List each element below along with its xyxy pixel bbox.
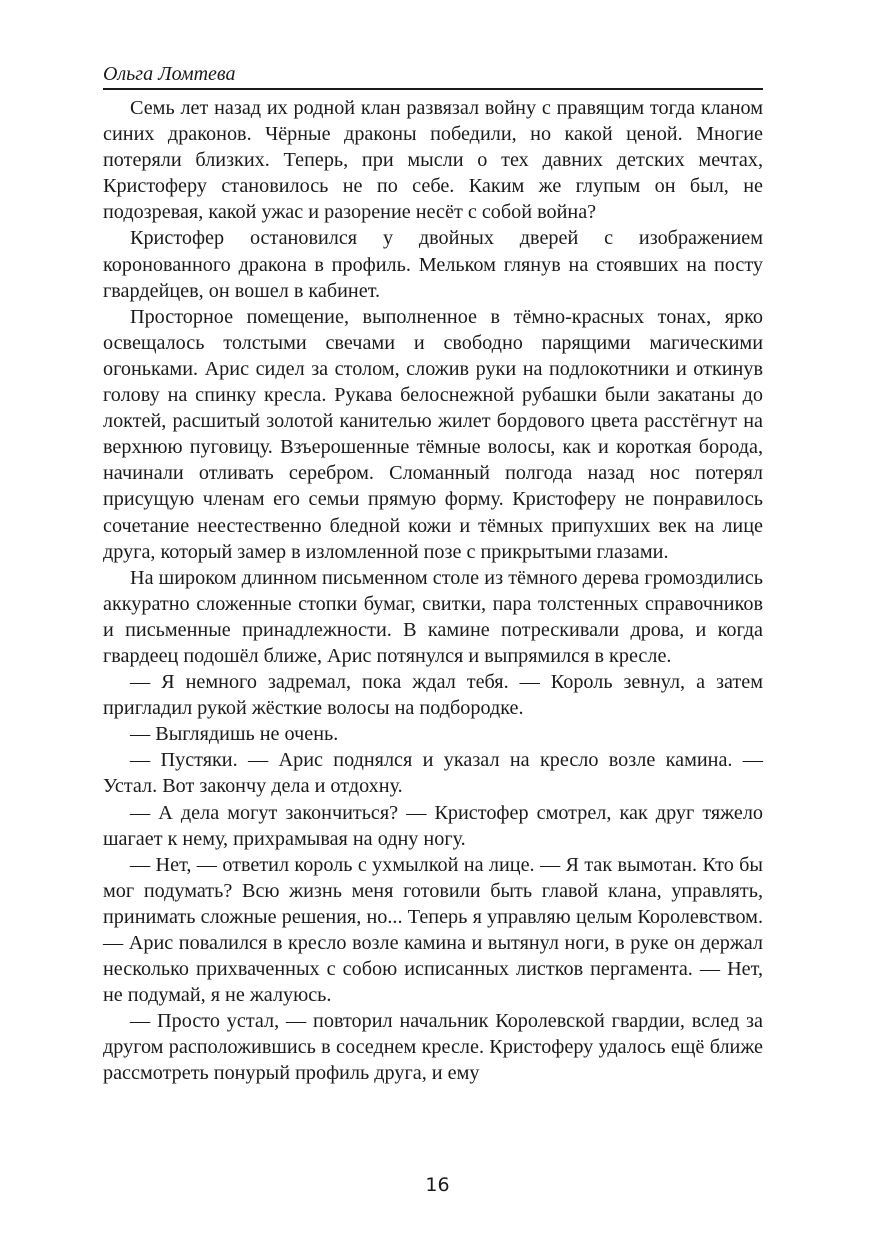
page-body: [103, 95, 763, 1087]
paragraph-10: — Просто устал, — повторил начальник Королевской гвардии, вслед за другом расположившись в соседнем кресле. Кристоферу удалось ещё ближе рассмотреть понурый профиль друга, и ему: [103, 1010, 763, 1085]
running-header: [103, 62, 763, 90]
paragraph-1: Семь лет назад их родной клан развязал войну с правящим тогда кланом синих драконов. Чёрные драконы победили, но какой ценой. Многие потеряли близких. Теперь, при мысли о тех давних детских мечтах, Кристоферу становилось не по себе. Каким же глупым он был, не подозревая, какой ужас и разорение несёт с собой война?: [103, 97, 763, 224]
paragraph-6: — Выглядишь не очень.: [130, 723, 339, 746]
paragraph-5: — Я немного задремал, пока ждал тебя. — Король зевнул, а затем пригладил рукой жёсткие волосы на подбородке.: [103, 671, 763, 720]
page-number: 16: [425, 1174, 450, 1196]
paragraph-7: — Пустяки. — Арис поднялся и указал на кресло возле камина. — Устал. Вот закончу дела и отдохну.: [103, 749, 763, 798]
paragraph-2: Кристофер остановился у двойных дверей с изображением коронованного дракона в профиль. Мельком глянув на стоявших на посту гвардейцев, он вошел в кабинет.: [103, 227, 763, 302]
paragraph-4: На широком длинном письменном столе из тёмного дерева громоздились аккуратно сложенные стопки бумаг, свитки, пара толстенных справочников и письменные принадлежности. В камине потрескивали дрова, и когда гвардеец подошёл ближе, Арис потянулся и выпрямился в кресле.: [103, 566, 763, 667]
author-name: Ольга Ломтева: [103, 63, 236, 85]
paragraph-8: — А дела могут закончиться? — Кристофер смотрел, как друг тяжело шагает к нему, прихрамывая на одну ногу.: [103, 801, 763, 850]
paragraph-3: Просторное помещение, выполненное в тёмно-красных тонах, ярко освещалось толстыми свечами и свободно парящими магическими огоньками. Арис сидел за столом, сложив руки на подлокотники и откинув голову на спинку кресла. Рукава белоснежной рубашки были закатаны до локтей, расшитый золотой канителью жилет бордового цвета расстёгнут на верхнюю пуговицу. Взъерошенные тёмные волосы, как и короткая борода, начинали отливать серебром. Сломанный полгода назад нос потерял присущую членам его семьи прямую форму. Кристоферу не понравилось сочетание неестественно бледной кожи и тёмных припухших век на лице друга, который замер в изломленной позе с прикрытыми глазами.: [103, 305, 763, 563]
paragraph-9: — Нет, — ответил король с ухмылкой на лице. — Я так вымотан. Кто бы мог подумать? Всю жизнь меня готовили быть главой клана, управлять, принимать сложные решения, но... Теперь я управляю целым Королевством. — Арис повалился в кресло возле камина и вытянул ноги, в руке он держал несколько прихваченных с собою исписанных листков пергамента. — Нет, не подумай, я не жалуюсь.: [103, 853, 763, 1007]
